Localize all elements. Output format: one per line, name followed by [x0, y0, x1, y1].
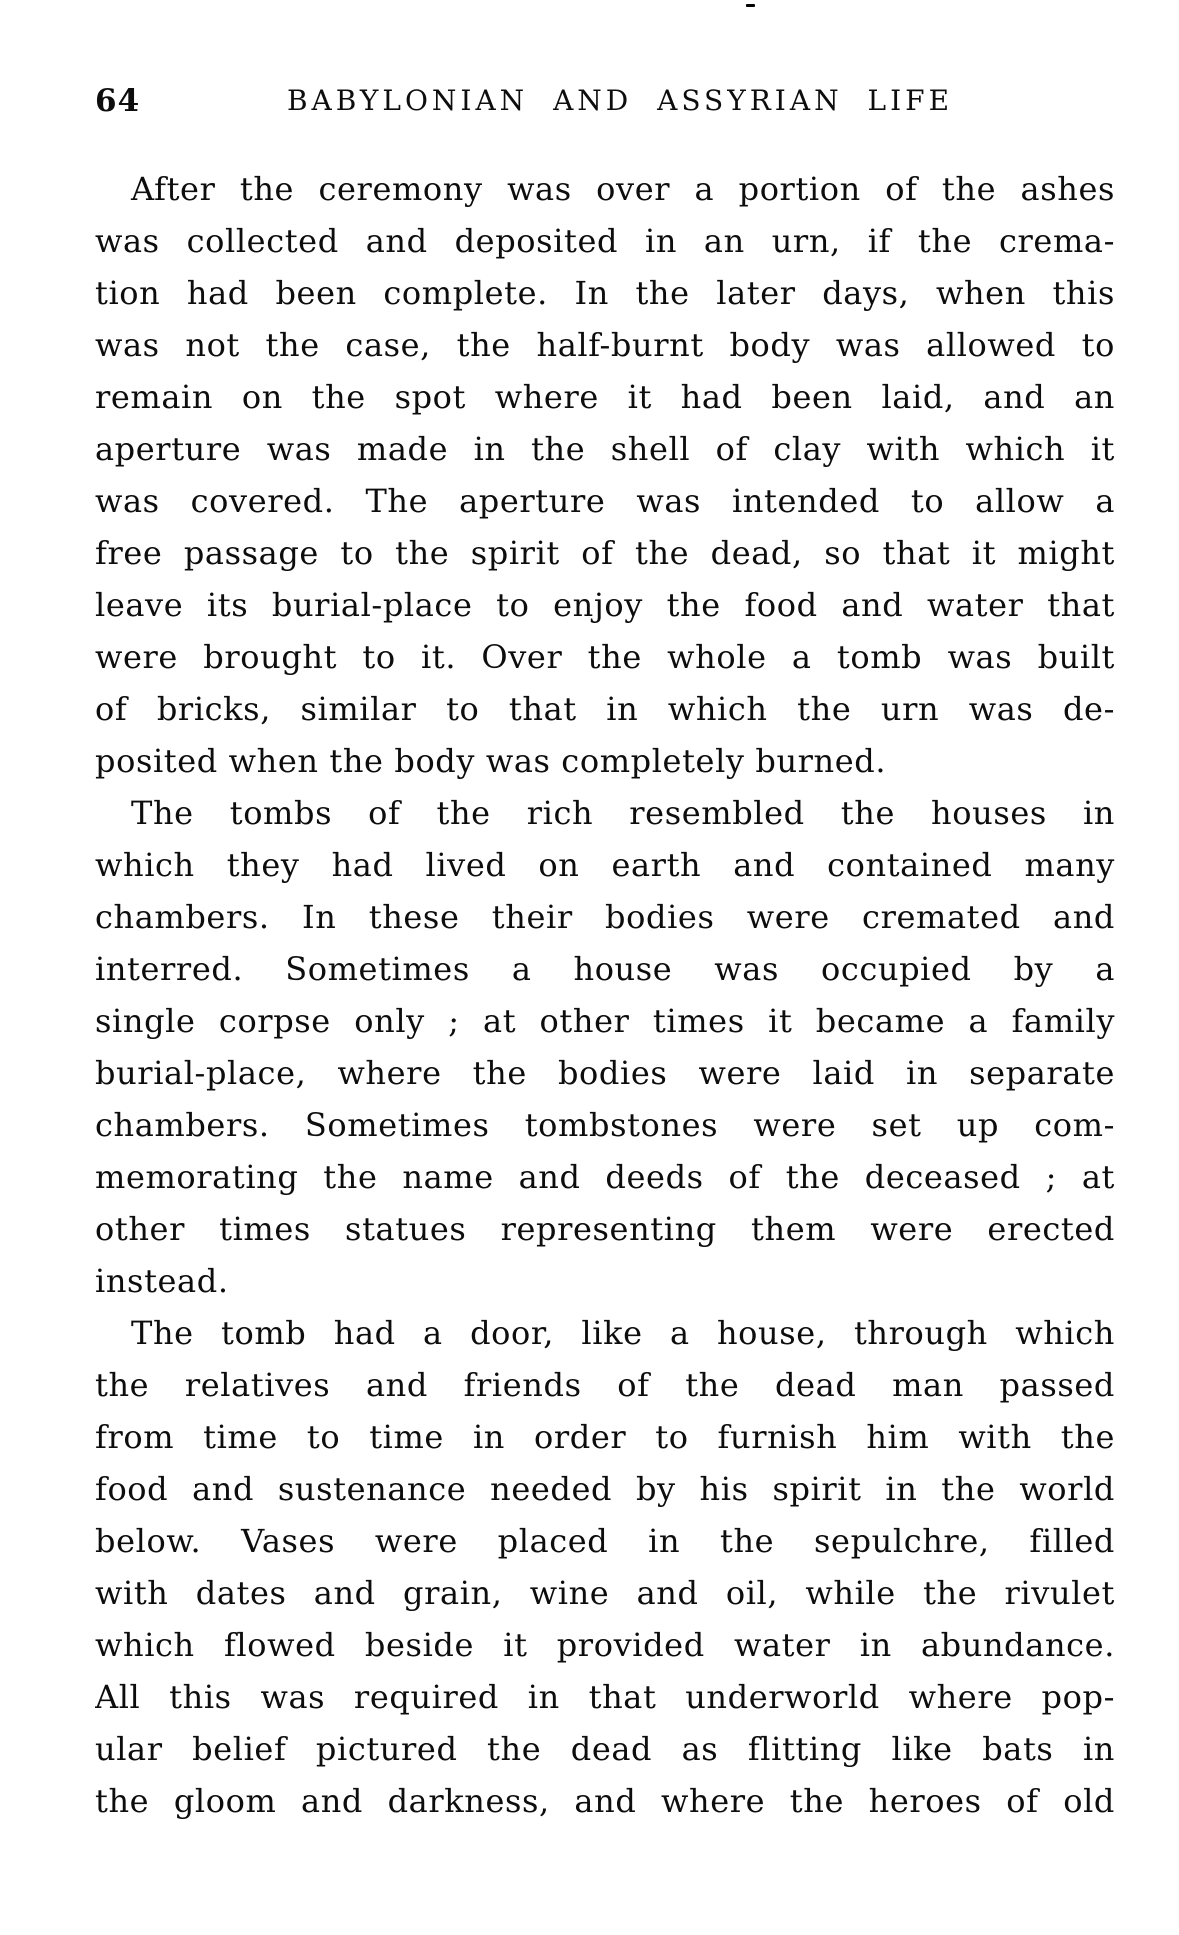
text-line: instead. [95, 1262, 229, 1300]
text-line: was collected and deposited in an urn, if the crema- [95, 222, 1115, 260]
text-line: was covered. The aperture was intended to allow a [95, 482, 1115, 520]
text-line: After the ceremony was over a portion of the ashes [131, 170, 1115, 208]
text-line: The tomb had a door, like a house, through which [131, 1314, 1115, 1352]
text-line: posited when the body was completely burned. [95, 742, 887, 780]
text-line: from time to time in order to furnish him with the [95, 1418, 1115, 1456]
text-line: which flowed beside it provided water in abundance. [95, 1626, 1115, 1664]
text-line: ular belief pictured the dead as flitting like bats in [95, 1730, 1115, 1768]
text-line: food and sustenance needed by his spirit in the world [95, 1470, 1115, 1508]
page-number: 64 [95, 83, 141, 119]
text-line: with dates and grain, wine and oil, while the rivulet [95, 1574, 1115, 1612]
text-line: of bricks, similar to that in which the urn was de- [95, 690, 1115, 728]
text-line: was not the case, the half-burnt body was allowed to [95, 326, 1115, 364]
text-line: burial-place, where the bodies were laid in separate [95, 1054, 1115, 1092]
text-line: the relatives and friends of the dead man passed [95, 1366, 1115, 1404]
text-line: The tombs of the rich resembled the houses in [131, 794, 1115, 832]
text-line: free passage to the spirit of the dead, so that it might [95, 534, 1115, 572]
scan-artifact-mark [746, 4, 755, 7]
text-line: other times statues representing them were erected [95, 1210, 1115, 1248]
text-line: interred. Sometimes a house was occupied by a [95, 950, 1115, 988]
text-line: the gloom and darkness, and where the heroes of old [95, 1782, 1115, 1820]
text-line: which they had lived on earth and contained many [95, 846, 1115, 884]
running-head: BABYLONIAN AND ASSYRIAN LIFE [286, 84, 954, 117]
page-text [95, 163, 1115, 1827]
text-line: single corpse only ; at other times it became a family [95, 1002, 1115, 1040]
text-line: below. Vases were placed in the sepulchre, filled [95, 1522, 1115, 1560]
text-line: All this was required in that underworld where pop- [95, 1678, 1115, 1716]
text-line: were brought to it. Over the whole a tomb was built [95, 638, 1115, 676]
text-line: aperture was made in the shell of clay with which it [95, 430, 1115, 468]
text-line: remain on the spot where it had been laid, and an [95, 378, 1115, 416]
text-line: chambers. Sometimes tombstones were set up com- [95, 1106, 1115, 1144]
text-line: chambers. In these their bodies were cremated and [95, 898, 1115, 936]
text-line: memorating the name and deeds of the deceased ; at [95, 1158, 1115, 1196]
text-line: leave its burial-place to enjoy the food and water that [95, 586, 1115, 624]
text-line: tion had been complete. In the later days, when this [95, 274, 1115, 312]
page-header [95, 84, 1115, 124]
